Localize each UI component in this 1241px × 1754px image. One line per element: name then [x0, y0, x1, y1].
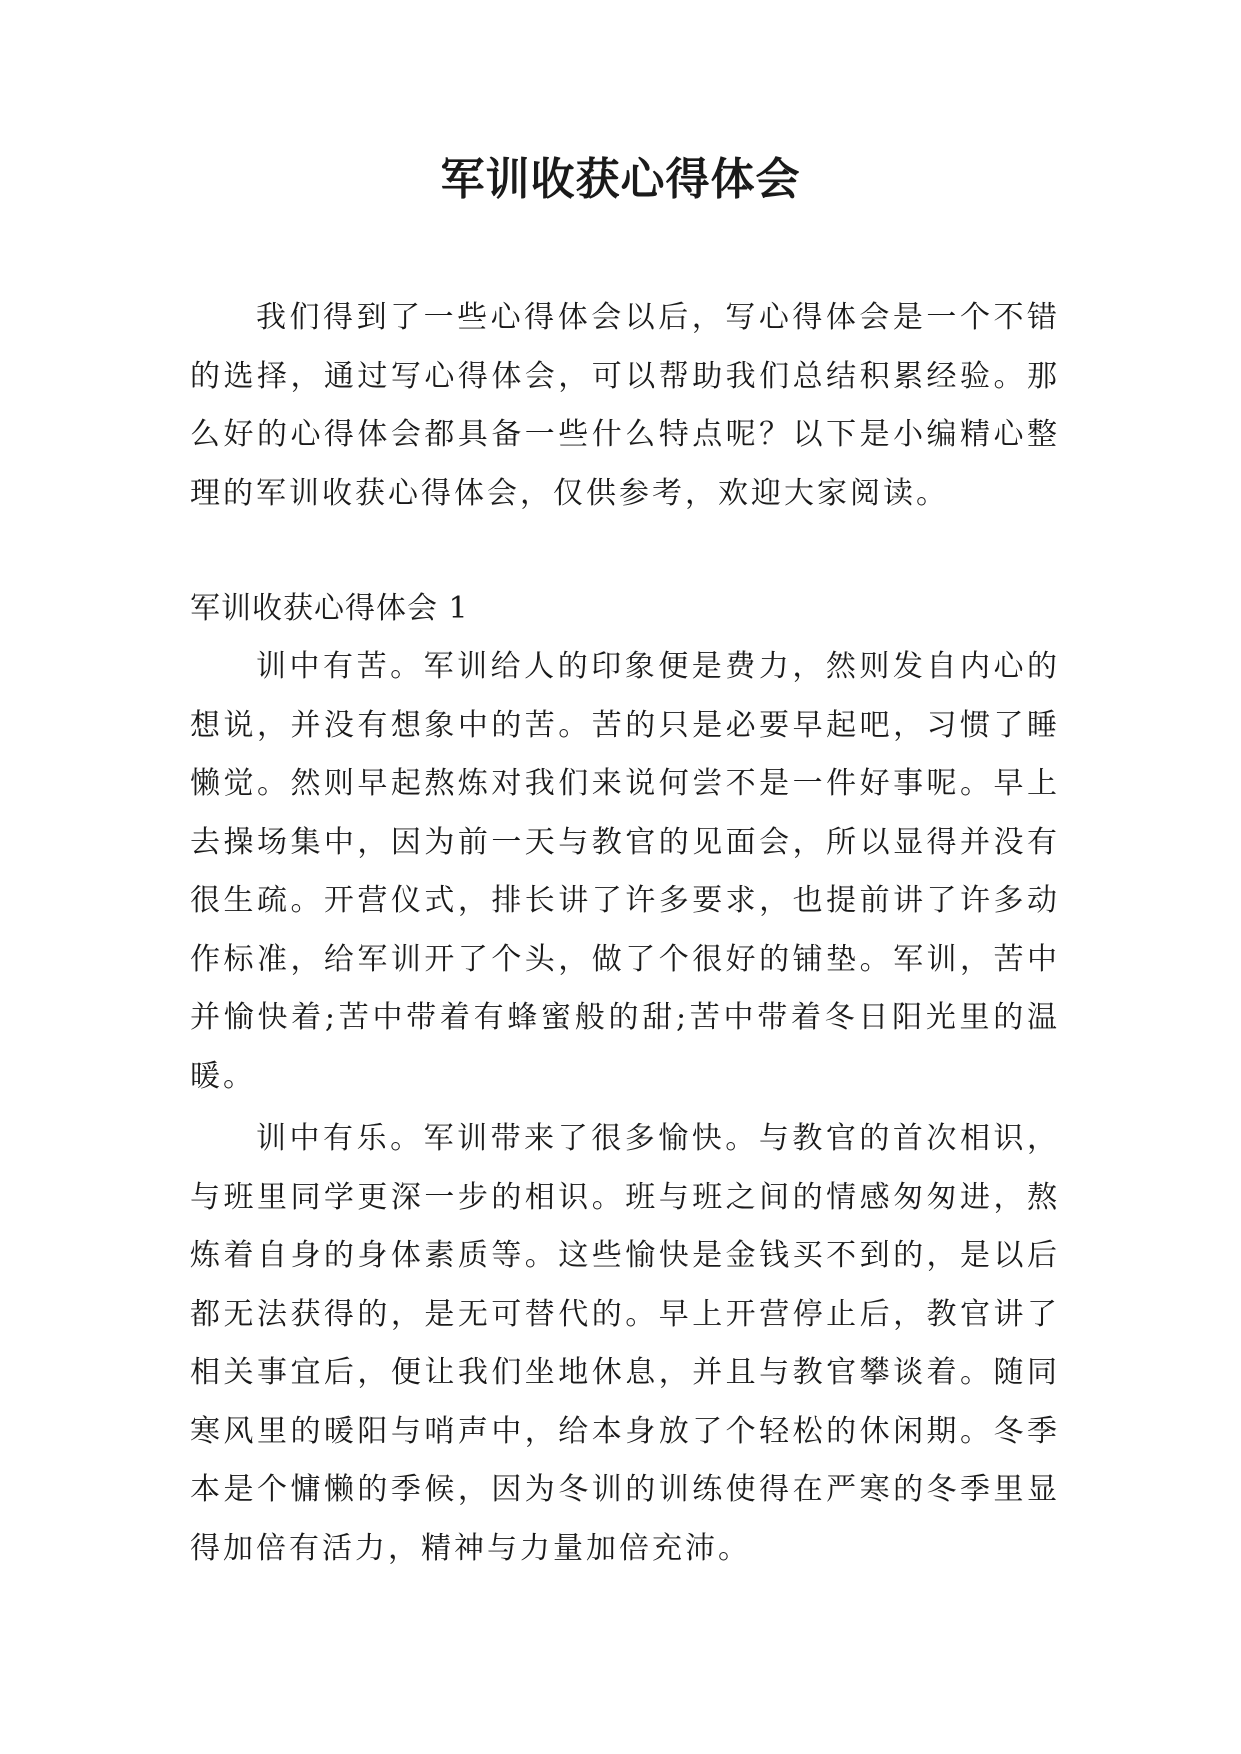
body-paragraph-1: 训中有苦。军训给人的印象便是费力，然则发自内心的想说，并没有想象中的苦。苦的只是必要早起吧，习惯了睡懒觉。然则早起熬炼对我们来说何尝不是一件好事呢。早上去操场集中，因为前一天与教官的见面会，所以显得并没有很生疏。开营仪式，排长讲了许多要求，也提前讲了许多动作标准，给军训开了个头，做了个很好的铺垫。军训，苦中并愉快着;苦中带着有蜂蜜般的甜;苦中带着冬日阳光里的温暖。: [190, 649, 1060, 1094]
section-heading: 军训收获心得体会 1: [190, 591, 469, 626]
intro-paragraph: 我们得到了一些心得体会以后，写心得体会是一个不错的选择，通过写心得体会，可以帮助我们总结积累经验。那么好的心得体会都具备一些什么特点呢？以下是小编精心整理的军训收获心得体会，仅供参考，欢迎大家阅读。: [190, 300, 1060, 511]
body-paragraph-2: 训中有乐。军训带来了很多愉快。与教官的首次相识，与班里同学更深一步的相识。班与班之间的情感匆匆进，熬炼着自身的身体素质等。这些愉快是金钱买不到的，是以后都无法获得的，是无可替代的。早上开营停止后，教官讲了相关事宜后，便让我们坐地休息，并且与教官攀谈着。随同寒风里的暖阳与哨声中，给本身放了个轻松的休闲期。冬季本是个慵懒的季候，因为冬训的训练使得在严寒的冬季里显得加倍有活力，精神与力量加倍充沛。: [190, 1121, 1060, 1566]
document-title: 军训收获心得体会: [440, 154, 801, 205]
